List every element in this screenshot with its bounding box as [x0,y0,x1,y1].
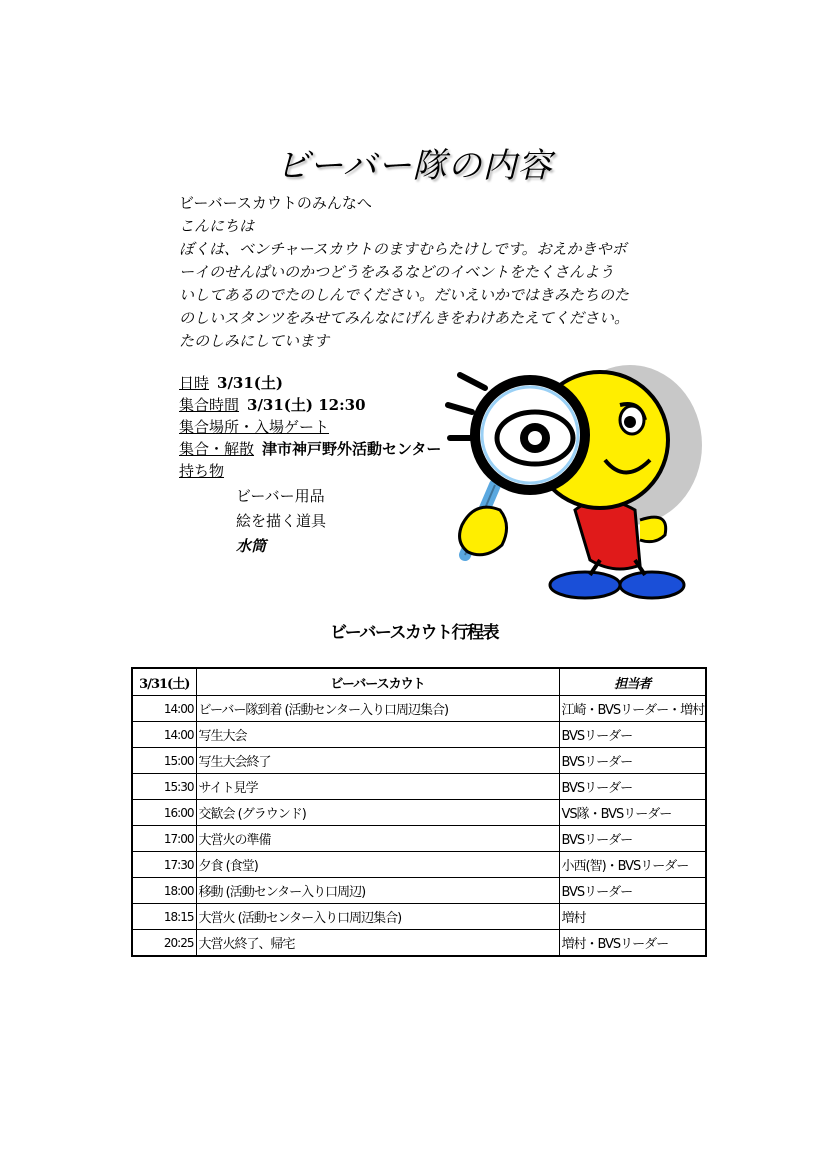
items-label: 持ち物 [179,462,225,480]
row-time: 14:00 [132,696,196,722]
item: 絵を描く道具 [236,512,327,530]
table-row [132,930,706,957]
row-time: 17:00 [132,826,196,852]
row-activity: ビーバー隊到着 (活動センター入り口周辺集合) [196,696,559,722]
row-time: 16:00 [132,800,196,826]
row-activity: 交歓会 (グラウンド) [196,800,559,826]
table-row [132,904,706,930]
info-time [179,394,441,416]
row-time: 20:25 [132,930,196,957]
dismiss-label: 集合・解散 [179,440,255,458]
info-dismiss [179,438,441,460]
row-activity: 大営火 (活動センター入り口周辺集合) [196,904,559,930]
mascot-magnifier-illustration [440,360,710,605]
row-person: BVSリーダー [559,722,706,748]
row-person: 小西(智)・BVSリーダー [559,852,706,878]
row-activity: 大営火終了、帰宅 [196,930,559,957]
row-person: BVSリーダー [559,748,706,774]
intro-line: ぼくは、ベンチャースカウトのますむらたけしです。おえかきやボ [179,240,627,258]
date-value: 3/31(土) [217,374,283,392]
info-date [179,372,441,394]
row-person: BVSリーダー [559,774,706,800]
row-person: 増村・BVSリーダー [559,930,706,957]
row-time: 17:30 [132,852,196,878]
page-title: ビーバー隊の内容 [275,146,553,186]
dismiss-value: 津市神戸野外活動センター [262,440,442,458]
info-items [179,460,441,482]
table-row [132,696,706,722]
item: ビーバー用品 [236,487,325,505]
row-activity: 大営火の準備 [196,826,559,852]
info-place [179,416,441,438]
items-list [236,484,326,559]
row-time: 15:30 [132,774,196,800]
table-row [132,774,706,800]
row-person: 江崎・BVSリーダー・増村 [559,696,706,722]
schedule-title: ビーバースカウト行程表 [329,623,499,643]
row-time: 18:15 [132,904,196,930]
item: 水筒 [236,537,267,555]
table-header-row [132,668,706,696]
intro-greeting: ビーバースカウトのみんなへ [179,194,372,212]
event-info [179,372,441,482]
row-person: BVSリーダー [559,826,706,852]
intro-message [179,192,679,353]
header-person: 担当者 [559,668,706,696]
time-value: 3/31(土) 12:30 [247,396,366,414]
row-activity: 写生大会終了 [196,748,559,774]
header-activity: ビーバースカウト [196,668,559,696]
row-person: 増村 [559,904,706,930]
table-row [132,722,706,748]
intro-hello: こんにちは [179,217,255,235]
table-row [132,748,706,774]
row-person: VS隊・BVSリーダー [559,800,706,826]
schedule-table [131,667,707,957]
intro-line: たのしみにしています [179,332,330,350]
table-row [132,852,706,878]
row-activity: 移動 (活動センター入り口周辺) [196,878,559,904]
row-person: BVSリーダー [559,878,706,904]
intro-line: のしいスタンツをみせてみんなにげんきをわけあたえてください。 [179,309,630,327]
table-row [132,800,706,826]
row-activity: サイト見学 [196,774,559,800]
row-activity: 夕食 (食堂) [196,852,559,878]
intro-line: いしてあるのでたのしんでください。だいえいかではきみたちのた [179,286,630,304]
row-time: 15:00 [132,748,196,774]
row-time: 14:00 [132,722,196,748]
table-row [132,878,706,904]
header-date: 3/31(土) [132,668,196,696]
place-label: 集合場所・入場ゲート [179,418,330,436]
row-time: 18:00 [132,878,196,904]
table-row [132,826,706,852]
date-label: 日時 [179,374,210,392]
intro-line: ーイのせんぱいのかつどうをみるなどのイベントをたくさんよう [179,263,615,281]
row-activity: 写生大会 [196,722,559,748]
time-label: 集合時間 [179,396,240,414]
